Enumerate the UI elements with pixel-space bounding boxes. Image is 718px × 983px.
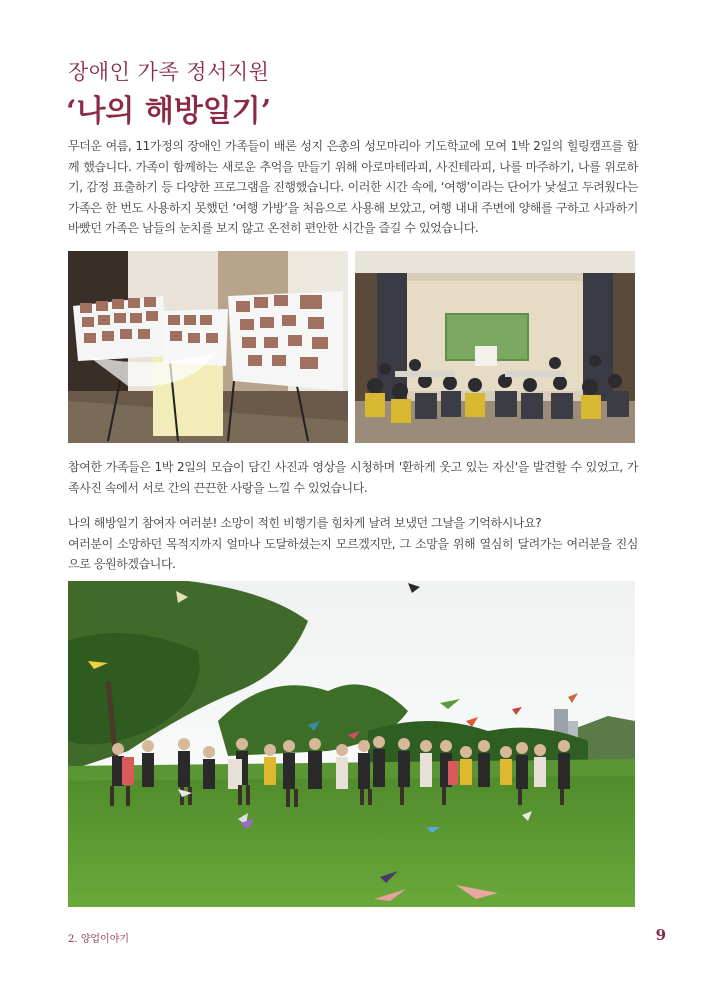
message-line-2: 여러분이 소망하던 목적지까지 얼마나 도달하셨는지 모르겠지만, 그 소망을 위해 열심히 달려가는 여러분을 진심으로 응원하겠습니다. [68,536,638,571]
result-paragraph-text: 참여한 가족들은 1박 2일의 모습이 담긴 사진과 영상을 시청하며 '환하게 웃고 있는 자신'을 발견할 수 있었고, 가족사진 속에서 서로 간의 끈끈한 사랑을 느낄 수 있었습니다. [68,460,638,495]
footer-section-label: 2. 양업이야기 [68,934,130,945]
message-paragraph [68,513,638,575]
hall-gathering-image [355,251,635,443]
page-number: 9 [655,926,666,944]
message-line-1: 나의 해방일기 참여자 여러분! 소망이 적힌 비행기를 힘차게 날려 보냈던 그날을 기억하시나요? [68,516,542,530]
result-paragraph [68,457,638,498]
intro-paragraph [68,136,638,239]
page-subtitle: 장애인 가족 정서지원 [68,60,270,84]
photo-board-image [68,251,348,443]
paper-airplane-group-image [68,581,635,907]
page-title: ‘나의 해방일기’ [66,94,272,129]
intro-paragraph-text: 무더운 여름, 11가정의 장애인 가족들이 배론 성지 은총의 성모마리아 기도학교에 모여 1박 2일의 힐링캠프를 함께 했습니다. 가족이 함께하는 새로운 추억을 만들기 위해 아로마테라피, 사진테라피, 나를 마주하기, 나를 위로하기, 감정 표출하기 등 다양한 프로그램을 진행했습니다. 이러한 시간 속에, ‘여행’이라는 단어가 낯설고 두려웠다는 가족은 한 번도 사용하지 못했던 ‘여행 가방’을 처음으로 사용해 보았고, 여행 내내 주변에 양해를 구하고 사과하기 바빴던 가족은 남들의 눈치를 보지 않고 온전히 편안한 시간을 즐길 수 있었습니다. [68,139,638,235]
